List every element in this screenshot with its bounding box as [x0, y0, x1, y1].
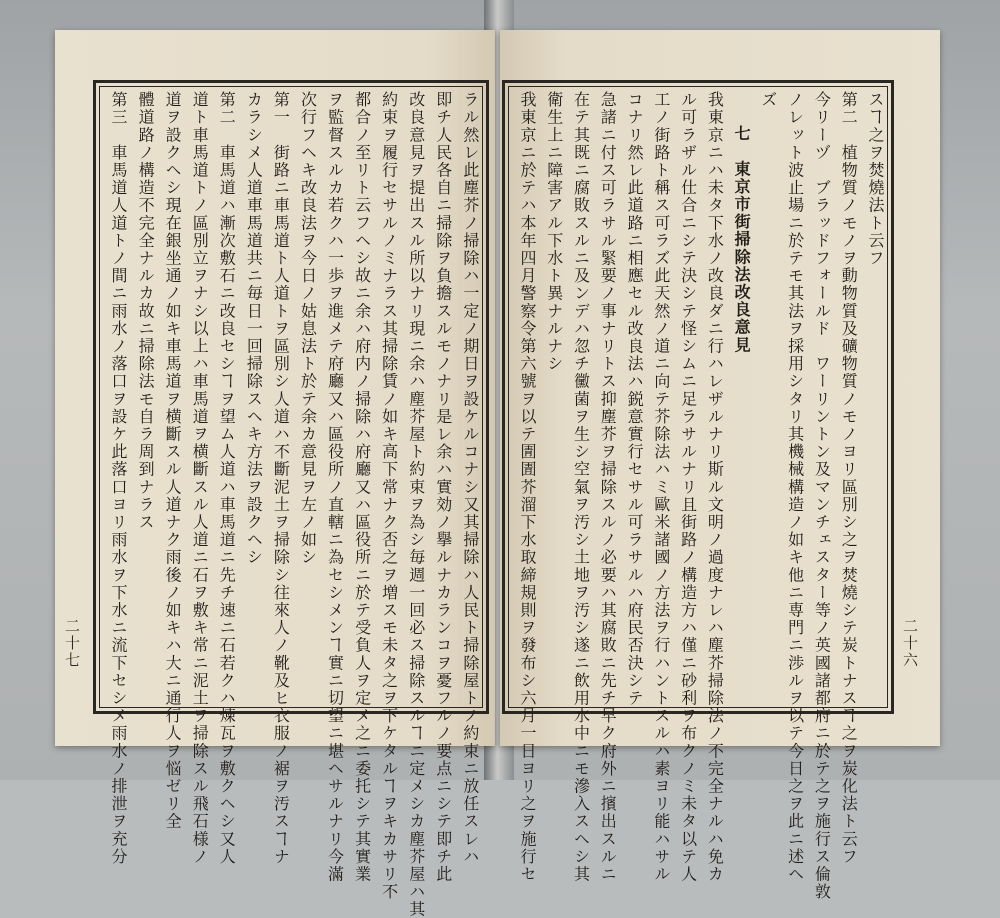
- text-column: 工ノ街路ト稱ス可ラズ此天然ノ道ニ向テ芥除法ハミ歐米諸國ノ方法ヲ行ハントスルハ素ヨリ能ハサル: [651, 91, 671, 883]
- right-page-number: 二十六: [901, 618, 919, 669]
- text-column: 第二 車馬道ハ漸次敷石ニ改良セシヿヲ望ム人道ハ車馬道ニ先チ速ニ石若クハ煉瓦ヲ敷クヘシ又人: [217, 91, 237, 866]
- text-column: 急諸ニ付ス可ラサル緊要ノ事ナリトス抑塵芥ヲ掃除スルノ必要ハ其腐敗ニ先チ早ク府外ニ擯出スルニ: [598, 91, 618, 883]
- text-column: ノレット波止場ニ於テモ其法ヲ採用シタリ其機械構造ノ如キ他ニ専門ニ渉ルヲ以テ今日之ヲ此ニ述ヘ: [785, 91, 805, 883]
- text-column: カラシメ人道車馬道共ニ毎日一回掃除スヘキ方法ヲ設クヘシ: [244, 91, 264, 567]
- text-column: 都合ノ至リト云フヘシ故ニ余ハ府内ノ掃除ハ府廳又ハ區役所ニ於テ受負人ヲ定メ之ニ委托シテ其實業: [352, 91, 372, 883]
- text-column: 約束ヲ履行セサルノミナラス其掃除賃ノ如キ高下常ナク否之ヲ増スモ未タ之ヲ下ケタルヿヲキカサリ不: [379, 91, 399, 901]
- text-column: 第三 車馬道人道トノ間ニ雨水ノ落口ヲ設ケ此落口ヨリ雨水ヲ下水ニ流下セシメ雨水ノ排泄ヲ充分: [109, 91, 128, 866]
- text-column: スヿ之ヲ焚燒法ト云フ: [865, 91, 885, 267]
- left-page-frame: [93, 80, 489, 918]
- text-column: 體道路ノ構造不完全ナルカ故ニ掃除法モ自ラ周到ナラス: [136, 91, 156, 531]
- text-column: ル可ラザル仕合ニシテ決シテ怪シムニ足ラサルナリ且街路ノ構造方ハ僅ニ砂利ヲ布クノミ未タ以テ人: [678, 91, 698, 883]
- text-column: ラル然レ此塵芥ノ掃除ハ一定ノ期日ヲ設ケルコナシ又其掃除ハ人民ト掃除屋トノ約束ニ放任スレハ: [460, 91, 480, 866]
- text-column: ズ: [758, 91, 778, 109]
- text-column: 我東京ニ於テハ本年四月警察令第六號ヲ以テ圊圊芥溜下水取締規則ヲ發布シ六月一日ヨリ之ヲ施行セ: [518, 91, 537, 883]
- text-column: 今リーヅ ブラッドフォールド ワーリントン及マンチェスター等ノ英國諸都府ニ於テ之ヲ施行ス倫敦: [812, 91, 832, 901]
- left-page-number: 二十七: [63, 618, 81, 669]
- text-column: 七 東京市街掃除法改良意見: [732, 125, 752, 354]
- right-page-frame: [502, 80, 894, 901]
- text-column: 道ヲ設クヘシ現在銀坐通ノ如キ車馬道ヲ横斷スル人道ナク雨後ノ如キハ大ニ通行人ヲ悩ゼリ全: [163, 91, 183, 831]
- text-column: 在テ其既ニ腐敗スルニ及ンデハ忽チ黴菌ヲ生シ空氣ヲ汚シ土地ヲ汚シ遂ニ飲用水中ニモ滲入スヘシ其: [571, 91, 591, 883]
- text-column: 第二 植物質ノモノヲ動物質及礦物質ノモノヨリ區別シ之ヲ焚燒シテ炭トナスヿ之ヲ炭化法ト云フ: [839, 91, 859, 866]
- text-column: 我東京ニハ未タ下水ノ改良ダニ行ハレザルナリ斯ル文明ノ過度ナレハ塵芥掃除法ノ不完全ナルハ免カ: [705, 91, 725, 883]
- left-page-text: [104, 91, 480, 918]
- text-column: 衛生上ニ障害アル下水ト異ナルナシ: [544, 91, 564, 373]
- text-column: 道ト車馬道トノ區別立ヲナシ以上ハ車馬道ヲ横斷スル人道ニ石ヲ敷キ常ニ泥土ヲ掃除スル飛石様ノ: [190, 91, 210, 866]
- text-column: ヲ監督スルカ若クハ一歩ヲ進メテ府廳又ハ區役所ノ直轄ニ為セシメンヿ實ニ切望ニ堪ヘサルナリ今滿: [325, 91, 345, 883]
- right-page-text: [513, 91, 885, 901]
- text-column: 即チ人民各自ニ掃除ヲ負擔スルモノナリ是レ余ハ實効ノ擧ルナカランコヲ憂フルノ要点ニシテ即チ此: [433, 91, 453, 883]
- text-column: コナリ然レ此道路ニ相應セル改良法ハ鋭意實行セサル可ラサルハ府民否決シテ: [625, 91, 645, 707]
- text-column: 次行フヘキ改良法ヲ今日ノ姑息法ト於テ余カ意見ヲ左ノ如シ: [298, 91, 318, 567]
- text-column: 第一 街路ニ車馬道ト人道トヲ區別シ人道ハ不斷泥土ヲ掃除シ往來人ノ靴及ヒ衣服ノ裾ヲ汚スヿナ: [271, 91, 291, 866]
- text-column: 改良意見ヲ提出スル所以ナリ現ニ余ハ塵芥屋ト約束ヲ為シ毎週一回必ス掃除スルヿニ定メシカ塵芥屋ハ其: [406, 91, 426, 918]
